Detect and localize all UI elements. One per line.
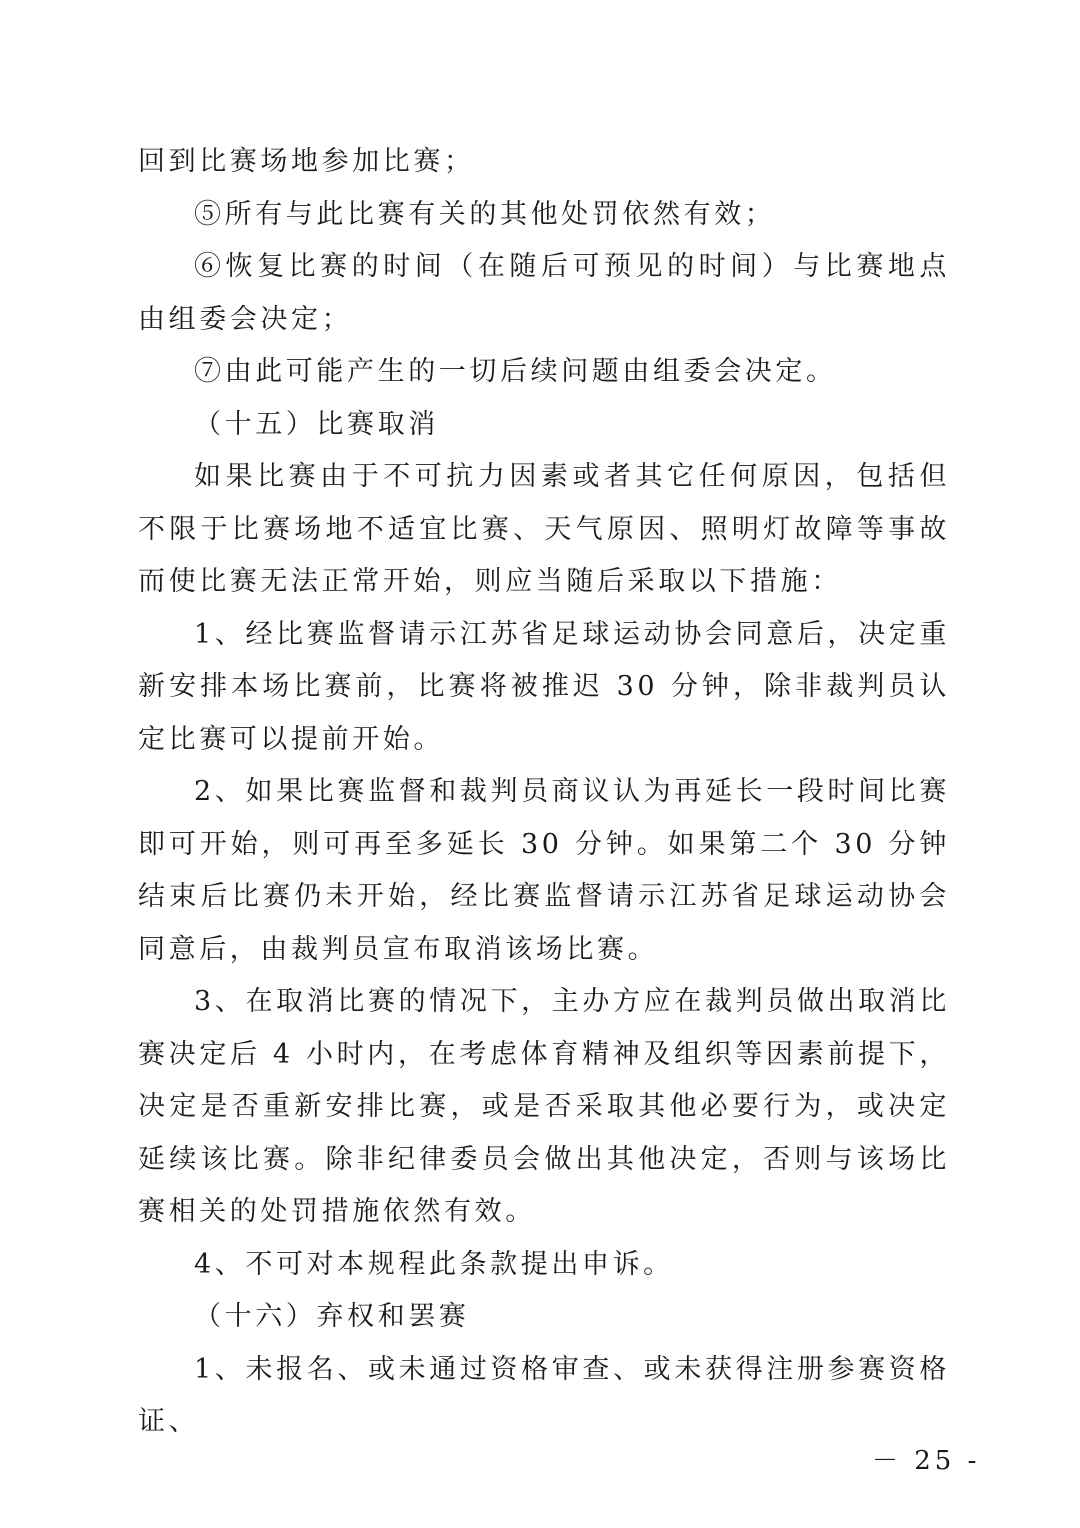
paragraph-cancel-3: 3、在取消比赛的情况下，主办方应在裁判员做出取消比赛决定后 4 小时内，在考虑体育精神及组织等因素前提下，决定是否重新安排比赛，或是否采取其他必要行为，或决定延续该比赛。除非纪律委员会做出其他决定，否则与该场比赛相关的处罚措施依然有效。 bbox=[138, 986, 950, 1227]
paragraph-item-5: ⑤所有与此比赛有关的其他处罚依然有效； bbox=[194, 198, 776, 230]
paragraph-cancel-4: 4、不可对本规程此条款提出申诉。 bbox=[194, 1248, 674, 1280]
paragraph-continuation: 回到比赛场地参加比赛； bbox=[138, 146, 475, 177]
section-heading-16: （十六）弃权和罢赛 bbox=[194, 1301, 470, 1332]
paragraph-forfeit-1: 1、未报名、或未通过资格审查、或未获得注册参赛资格证、 bbox=[138, 1353, 950, 1437]
section-heading-15: （十五）比赛取消 bbox=[194, 408, 439, 440]
paragraph-item-6: ⑥恢复比赛的时间（在随后可预见的时间）与比赛地点由组委会决定； bbox=[138, 251, 950, 335]
paragraph-cancel-2: 2、如果比赛监督和裁判员商议认为再延长一段时间比赛即可开始，则可再至多延长 30 分钟。如果第二个 30 分钟结束后比赛仍未开始，经比赛监督请示江苏省足球运动协会同意后，由裁判员宣布取消该场比赛。 bbox=[138, 776, 950, 965]
paragraph-cancel-intro: 如果比赛由于不可抗力因素或者其它任何原因，包括但不限于比赛场地不适宜比赛、天气原因、照明灯故障等事故而使比赛无法正常开始，则应当随后采取以下措施： bbox=[138, 461, 950, 597]
page-number: － 25 - bbox=[872, 1446, 981, 1476]
body-text bbox=[138, 136, 950, 1449]
paragraph-cancel-1: 1、经比赛监督请示江苏省足球运动协会同意后，决定重新安排本场比赛前，比赛将被推迟 30 分钟，除非裁判员认定比赛可以提前开始。 bbox=[138, 618, 950, 755]
paragraph-item-7: ⑦由此可能产生的一切后续问题由组委会决定。 bbox=[194, 356, 837, 387]
